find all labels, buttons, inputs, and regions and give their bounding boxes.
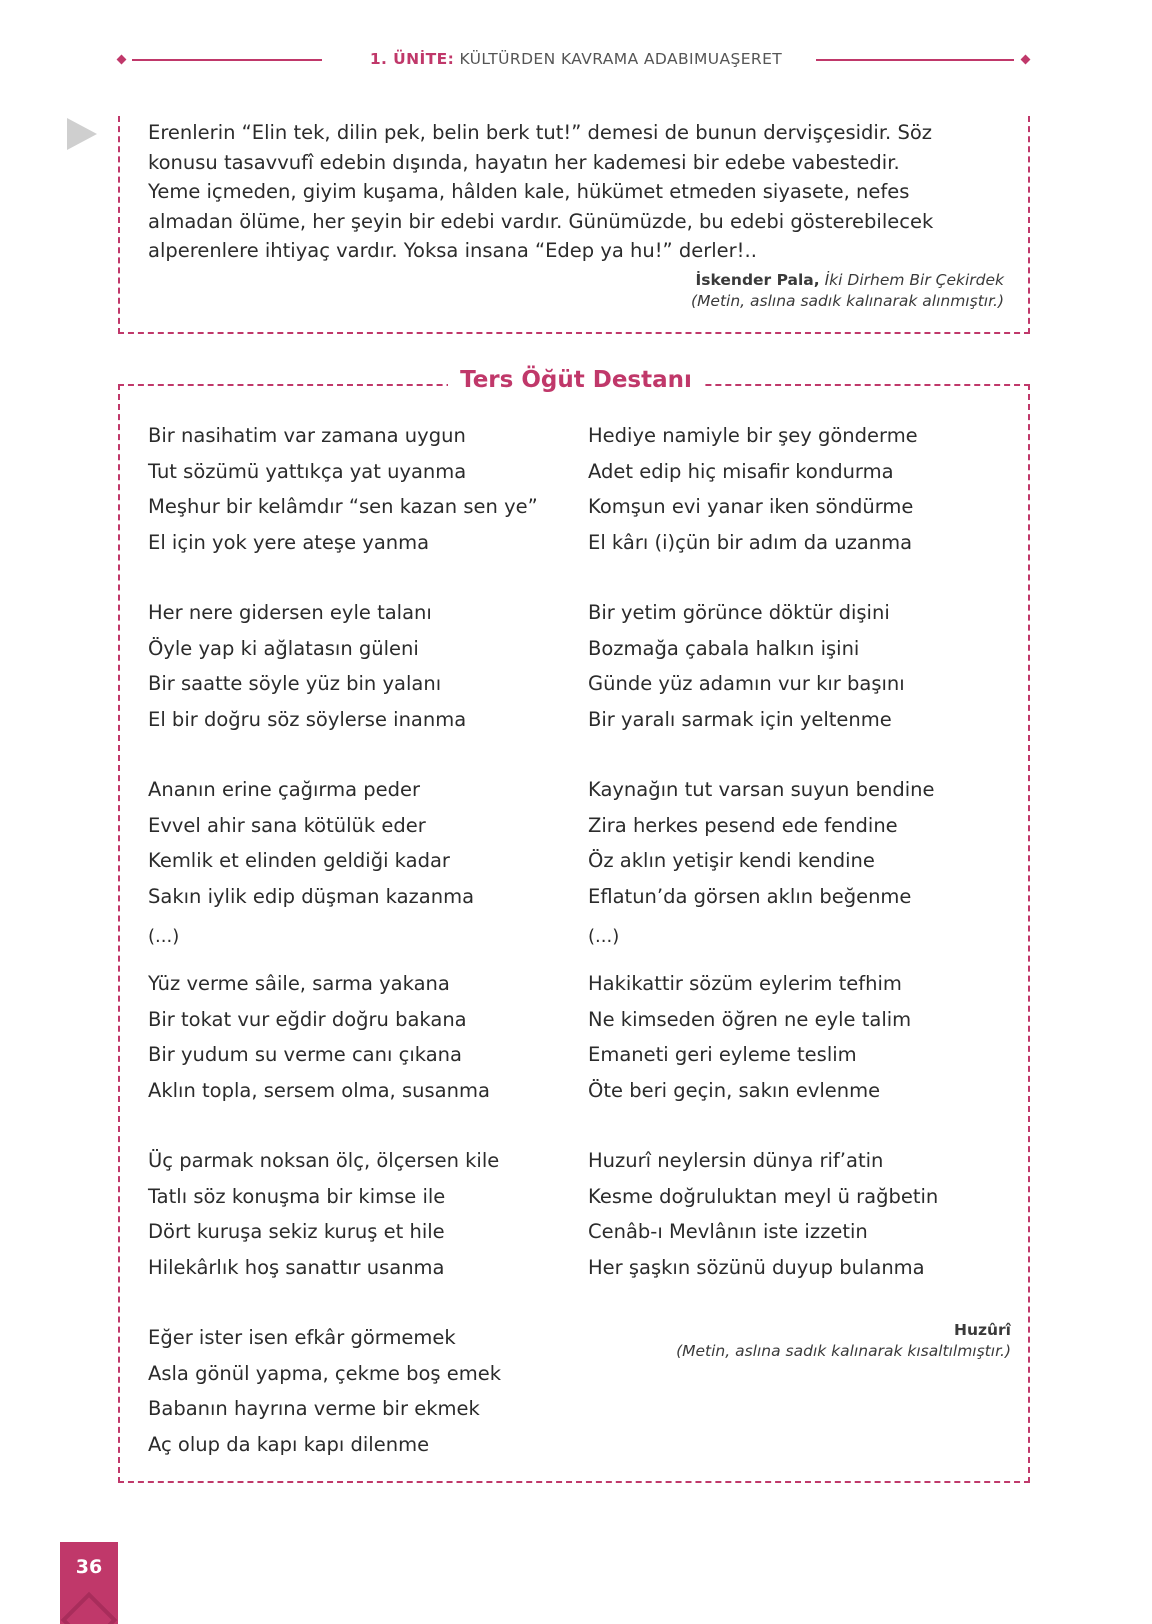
poem-line: Asla gönül yapma, çekme boş emek [148,1361,502,1385]
excerpt-author: İskender Pala, [695,271,820,289]
poem-line: Her şaşkın sözünü duyup bulanma [588,1255,925,1279]
poem-title: Ters Öğüt Destanı [460,367,692,393]
poem-line: Bir yetim görünce döktür dişini [588,601,890,624]
page-number: 36 [75,1556,103,1578]
poem-line: Hakikattir sözüm eylerim tefhim [588,972,902,995]
poem-ellipsis: (...) [148,926,180,947]
excerpt-attribution [691,270,1004,312]
poem-author: Huzûrî [953,1321,1011,1339]
excerpt-line: Yeme içmeden, giyim kuşama, hâlden kale, hükümet etmeden siyasete, nefes [148,180,910,203]
poem-line: Kaynağın tut varsan suyun bendine [588,778,935,801]
poem-stanza [588,772,934,914]
poem-line: Bir yaralı sarmak için yeltenme [588,707,892,731]
poem-stanza [148,1143,499,1285]
header-right-rule [816,59,1014,61]
poem-line: El bir doğru söz söylerse inanma [148,707,467,731]
poem-line: Aklın topla, sersem olma, susanma [148,1078,490,1102]
poem-stanza [588,966,911,1108]
poem-line: El için yok yere ateşe yanma [148,530,430,554]
poem-line: Komşun evi yanar iken söndürme [588,495,914,518]
poem-line: Öz aklın yetişir kendi kendine [588,849,875,872]
poem-line: Huzurî neylersin dünya rif’atin [588,1149,884,1172]
poem-line: Kemlik et elinden geldiği kadar [148,849,450,872]
poem-attribution [676,1320,1011,1362]
excerpt-paragraph [148,118,1008,266]
poem-line: Meşhur bir kelâmdır “sen kazan sen ye” [148,495,538,518]
poem-line: Eflatun’da görsen aklın beğenme [588,884,912,908]
poem-line: Emaneti geri eyleme teslim [588,1043,857,1066]
poem-line: Dört kuruşa sekiz kuruş et hile [148,1220,445,1243]
poem-line: Sakın iylik edip düşman kazanma [148,884,475,908]
poem-line: Ananın erine çağırma peder [148,778,421,801]
poem-line: Tut sözümü yattıkça yat uyanma [148,459,467,483]
poem-line: Yüz verme sâile, sarma yakana [148,972,450,995]
poem-stanza [148,1320,501,1462]
poem-line: El kârı (i)çün bir adım da uzanma [588,530,913,554]
poem-line: Bozmağa çabala halkın işini [588,636,860,660]
unit-label: 1. ÜNİTE: [369,50,455,68]
excerpt-book: İki Dirhem Bir Çekirdek [824,271,1004,289]
poem-line: Öte beri geçin, sakın evlenme [588,1078,881,1102]
poem-line: Bir saatte söyle yüz bin yalanı [148,672,442,695]
poem-stanza [148,966,490,1108]
poem-stanza [148,772,474,914]
poem-line: Bir tokat vur eğdir doğru bakana [148,1007,467,1031]
poem-line: Eğer ister isen efkâr görmemek [148,1326,456,1349]
poem-line: Hilekârlık hoş sanattır usanma [148,1255,445,1279]
poem-stanza [148,595,466,737]
poem-line: Aç olup da kapı kapı dilenme [148,1432,430,1456]
poem-line: Öyle yap ki ağlatasın güleni [148,636,419,660]
poem-line: Günde yüz adamın vur kır başını [588,672,905,695]
poem-line: Kesme doğruluktan meyl ü rağbetin [588,1184,939,1208]
poem-note: (Metin, aslına sadık kalınarak kısaltılmıştır.) [676,1342,1011,1360]
poem-stanza [588,595,905,737]
poem-line: Adet edip hiç misafir kondurma [588,459,894,483]
poem-line: Ne kimseden öğren ne eyle talim [588,1007,912,1031]
poem-line: Babanın hayrına verme bir ekmek [148,1397,480,1420]
poem-line: Hediye namiyle bir şey gönderme [588,424,918,447]
poem-line: Bir nasihatim var zamana uygun [148,424,466,447]
poem-line: Her nere gidersen eyle talanı [148,601,432,624]
ornament-icon [61,1592,118,1624]
page-number-tab [60,1542,118,1624]
poem-line: Zira herkes pesend ede fendine [588,813,898,837]
poem-line: Bir yudum su verme canı çıkana [148,1043,462,1066]
poem-stanza [148,418,538,560]
poem-line: Üç parmak noksan ölç, ölçersen kile [148,1149,500,1172]
poem-stanza [588,418,918,560]
poem-line: Tatlı söz konuşma bir kimse ile [148,1184,446,1208]
poem-stanza [588,1143,938,1285]
excerpt-line: almadan ölüme, her şeyin bir edebi vardır. Günümüzde, bu edebi gösterebilecek [148,209,934,233]
poem-line: Cenâb-ı Mevlânın iste izzetin [588,1220,868,1243]
excerpt-line: konusu tasavvufî edebin dışında, hayatın her kademesi bir edebe vabestedir. [148,150,900,174]
excerpt-note: (Metin, aslına sadık kalınarak alınmıştır.) [691,292,1004,310]
excerpt-line: alperenlere ihtiyaç vardır. Yoksa insana “Edep ya hu!” derler!.. [148,239,757,262]
excerpt-line: Erenlerin “Elin tek, dilin pek, belin berk tut!” demesi de bunun dervişçesidir. Söz [148,121,932,144]
play-arrow-icon [67,118,97,150]
unit-title: KÜLTÜRDEN KAVRAMA ADABIMUAŞERET [459,50,783,68]
poem-line: Evvel ahir sana kötülük eder [148,813,426,837]
poem-ellipsis: (...) [588,926,620,947]
